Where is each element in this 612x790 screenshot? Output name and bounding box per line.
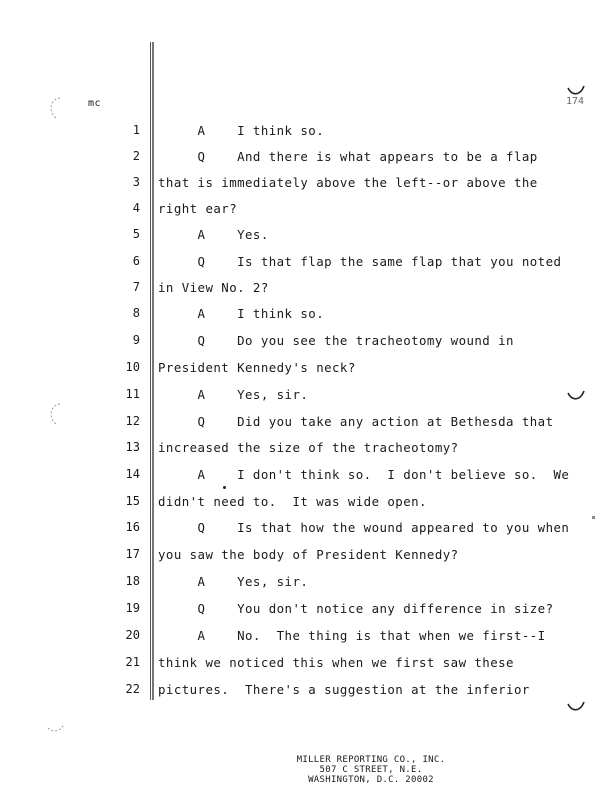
line-number: 6 [132, 254, 140, 268]
transcript-line [0, 280, 612, 306]
transcript-line [0, 494, 612, 520]
line-text: Q Do you see the tracheotomy wound in [158, 333, 514, 348]
transcript-line [0, 682, 612, 708]
line-number: 22 [125, 682, 140, 696]
line-number: 4 [132, 201, 140, 215]
line-number: 18 [125, 574, 140, 588]
line-text: A Yes, sir. [158, 574, 309, 589]
transcript-line [0, 574, 612, 600]
line-number: 21 [125, 655, 140, 669]
punch-hole-mark-bottom [44, 708, 68, 736]
line-text: Q Is that how the wound appeared to you when [158, 520, 570, 535]
line-number: 14 [125, 467, 140, 481]
line-number: 17 [125, 547, 140, 561]
line-text: Q You don't notice any difference in size? [158, 601, 554, 616]
transcript-line [0, 440, 612, 466]
line-number: 13 [125, 440, 140, 454]
punch-hole-mark-top [44, 94, 68, 122]
transcript-line [0, 306, 612, 332]
line-number: 15 [125, 494, 140, 508]
line-text: President Kennedy's neck? [158, 360, 356, 375]
line-text: Q Did you take any action at Bethesda that [158, 414, 554, 429]
line-text: A I think so. [158, 306, 325, 321]
line-number: 7 [132, 280, 140, 294]
line-text: increased the size of the tracheotomy? [158, 440, 459, 455]
line-number: 11 [125, 387, 140, 401]
line-number: 19 [125, 601, 140, 615]
transcript-line [0, 254, 612, 280]
line-number: 10 [125, 360, 140, 374]
line-number: 12 [125, 414, 140, 428]
transcript-line [0, 601, 612, 627]
transcript-line [0, 227, 612, 253]
transcript-line [0, 414, 612, 440]
line-text: you saw the body of President Kennedy? [158, 547, 459, 562]
line-number: 20 [125, 628, 140, 642]
line-text: A I don't think so. I don't believe so. We [158, 467, 570, 482]
transcript-line [0, 655, 612, 681]
page-corner-curl-top [566, 84, 586, 96]
line-number: 1 [132, 123, 140, 137]
line-text: A Yes, sir. [158, 387, 309, 402]
footer-company: MILLER REPORTING CO., INC. [296, 755, 446, 765]
line-text: A I think so. [158, 123, 325, 138]
line-text: pictures. There's a suggestion at the inferior [158, 682, 530, 697]
transcript-line [0, 628, 612, 654]
transcript-line [0, 175, 612, 201]
transcript-line [0, 149, 612, 175]
line-number: 5 [132, 227, 140, 241]
transcript-line [0, 520, 612, 546]
line-number: 8 [132, 306, 140, 320]
line-number: 3 [132, 175, 140, 189]
transcript-line [0, 201, 612, 227]
transcript-line [0, 333, 612, 359]
line-text: didn't need to. It was wide open. [158, 494, 427, 509]
footer-street: 507 C STREET, N.E. [319, 765, 423, 775]
line-text: Q And there is what appears to be a flap [158, 149, 538, 164]
reporter-initials: mc [88, 98, 102, 109]
transcript-line [0, 547, 612, 573]
line-text: think we noticed this when we first saw these [158, 655, 514, 670]
transcript-line [0, 467, 612, 493]
line-number: 2 [132, 149, 140, 163]
line-number: 16 [125, 520, 140, 534]
line-text: A Yes. [158, 227, 269, 242]
transcript-line [0, 360, 612, 386]
line-text: in View No. 2? [158, 280, 269, 295]
page-number: 174 [566, 96, 585, 107]
line-text: A No. The thing is that when we first--I [158, 628, 546, 643]
line-text: right ear? [158, 201, 238, 216]
line-text: that is immediately above the left--or above the [158, 175, 538, 190]
footer-city: WASHINGTON, D.C. 20002 [308, 775, 434, 785]
transcript-line [0, 123, 612, 149]
line-number: 9 [132, 333, 140, 347]
transcript-line [0, 387, 612, 413]
line-text: Q Is that flap the same flap that you noted [158, 254, 562, 269]
